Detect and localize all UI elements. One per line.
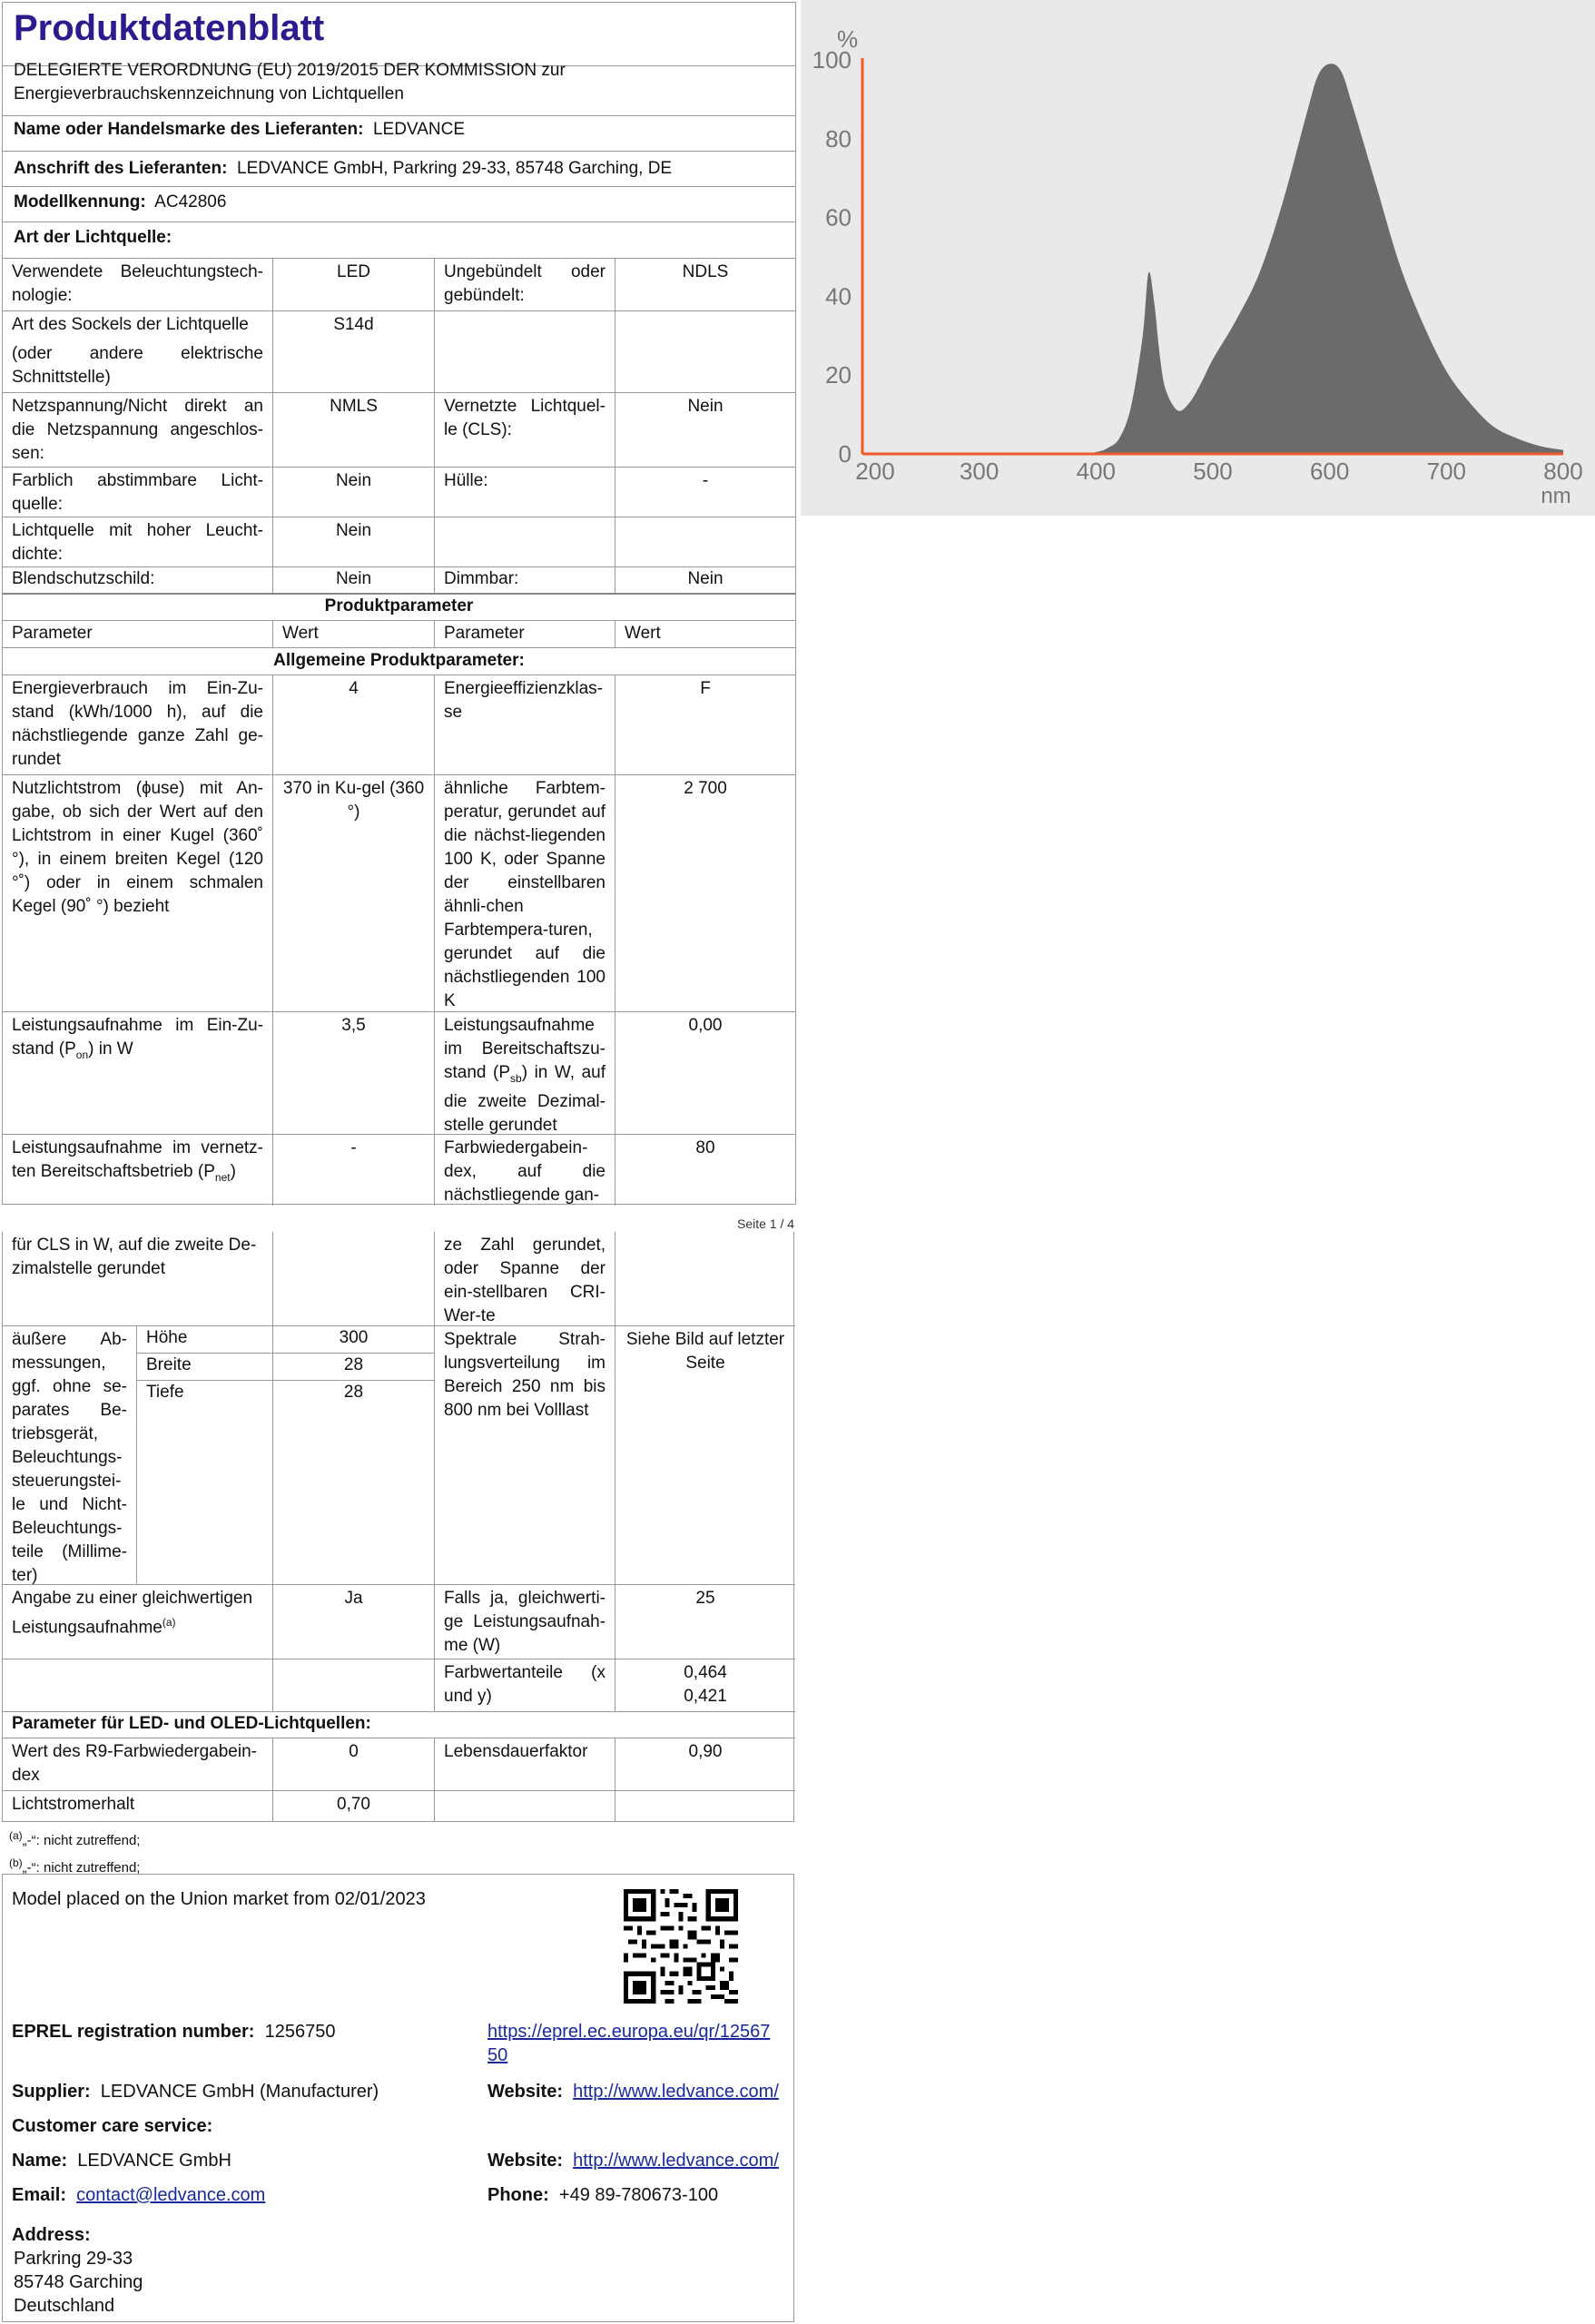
market-info-block	[2, 1874, 794, 2322]
chromaticity-row	[3, 1659, 795, 1712]
x-tick-label: 800	[1543, 458, 1583, 485]
type-value: NDLS	[682, 262, 729, 281]
survival-factor-value: 0,90	[688, 1742, 723, 1761]
param-label: Energieeffizienzklas-se	[435, 675, 615, 774]
x-tick-label: 300	[959, 458, 999, 485]
x-tick-label: 600	[1309, 458, 1350, 485]
type-label	[435, 517, 615, 566]
dimension-value: 300	[273, 1326, 435, 1353]
col-value-header: Wert	[273, 621, 435, 647]
led-params-heading	[3, 1712, 795, 1738]
led-params-heading-text: Parameter für LED- und OLED-Lichtquellen:	[12, 1714, 371, 1733]
type-label	[3, 311, 273, 392]
r9-value: 0	[273, 1738, 435, 1790]
x-tick-label: 500	[1193, 458, 1233, 485]
type-label: Lichtquelle mit hoher Leucht-dichte:	[3, 517, 273, 566]
param-row	[3, 775, 795, 1012]
model-label: Modellkennung:	[14, 192, 146, 212]
email-label: Email:	[12, 2185, 67, 2205]
param-value: 370 in Ku-gel (360 °)	[273, 775, 435, 1011]
supplier-address-value: LEDVANCE GmbH, Parkring 29-33, 85748 Garching, DE	[237, 159, 673, 178]
r9-label: Wert des R9-Farbwiedergabein-dex	[3, 1738, 273, 1790]
param-value: 3,5	[273, 1012, 435, 1134]
param-label-text: )	[230, 1162, 236, 1181]
type-value: -	[702, 471, 709, 490]
lumen-maintenance-label: Lichtstromerhalt	[3, 1791, 273, 1821]
type-label: Dimmbar:	[435, 567, 615, 593]
equivalent-power-text: Angabe zu einer gleichwertigen Leistungsaufnahme	[12, 1589, 253, 1638]
care-name-line	[12, 2149, 231, 2172]
type-label: Vernetzte Lichtquel-le (CLS):	[435, 393, 615, 467]
email-link[interactable]: contact@ledvance.com	[76, 2185, 266, 2205]
qr-code-icon[interactable]	[624, 1889, 738, 2004]
dimension-row	[137, 1354, 435, 1381]
email-line	[12, 2183, 265, 2207]
param-value-empty	[273, 1232, 435, 1325]
type-label-line: (oder andere elektrische Schnittstelle)	[12, 344, 263, 387]
regulation-text: DELEGIERTE VERORDNUNG (EU) 2019/2015 DER KOMMISSION zur Energieverbrauchskennzeichnung von Lichtquellen	[14, 61, 566, 103]
footnotes	[9, 1825, 140, 1879]
param-label-text: Leistungsaufnahme im vernetz-ten Bereitschaftsbetrieb (P	[12, 1138, 263, 1181]
supplier-label: Supplier:	[12, 2082, 91, 2102]
address-block	[12, 2223, 143, 2318]
type-row	[3, 311, 795, 393]
r9-row	[3, 1738, 795, 1791]
equivalent-power-w-label: Falls ja, gleichwerti-ge Leistungsaufnah-me (W)	[435, 1585, 615, 1659]
param-value: -	[273, 1135, 435, 1206]
param-value: 4	[273, 675, 435, 774]
footnote-text: „-“: nicht zutreffend;	[22, 1833, 141, 1848]
param-label-sub: on	[75, 1048, 89, 1061]
type-row	[3, 259, 795, 311]
type-label: Netzspannung/Nicht direkt an die Netzspannung angeschlos-sen:	[3, 393, 273, 467]
col-value-header: Wert	[625, 624, 661, 643]
equivalent-power-w-value: 25	[695, 1589, 715, 1608]
param-row	[3, 1135, 795, 1206]
dimension-value: 28	[273, 1381, 435, 1585]
param-value-empty	[615, 1232, 795, 1325]
type-value: Nein	[273, 567, 435, 593]
dimension-value: 28	[273, 1354, 435, 1380]
type-value: LED	[273, 259, 435, 310]
params-heading: Produktparameter	[3, 595, 795, 621]
spectral-chart-svg	[801, 0, 1595, 516]
spd-label: Spektrale Strah-lungsverteilung im Bereich 250 nm bis 800 nm bei Volllast	[435, 1326, 615, 1584]
param-value: 2 700	[684, 779, 727, 798]
supplier-line	[12, 2080, 379, 2103]
type-value: Nein	[273, 517, 435, 566]
dimension-key: Breite	[137, 1354, 273, 1380]
datasheet-page-2	[2, 1232, 794, 1822]
type-row	[3, 567, 795, 595]
eprel-link[interactable]: https://eprel.ec.europa.eu/qr/1256750	[487, 2022, 771, 2065]
type-label-line: Art des Sockels der Lichtquelle	[12, 315, 249, 334]
footnote-text: „-“: nicht zutreffend;	[22, 1860, 141, 1876]
phone-line	[487, 2183, 718, 2207]
dimension-row	[137, 1381, 435, 1585]
supplier-address-row	[3, 152, 795, 187]
param-label-sub: sb	[510, 1071, 522, 1085]
type-value: NMLS	[273, 393, 435, 467]
param-row	[3, 1012, 795, 1135]
chromaticity-label: Farbwertanteile (x und y)	[435, 1659, 615, 1711]
dimensions-table	[137, 1326, 435, 1584]
empty-cell	[3, 1659, 273, 1711]
spd-value: Siehe Bild auf letzter Seite	[625, 1330, 785, 1373]
spectrum-area	[862, 64, 1563, 454]
footnote-ref: (a)	[162, 1616, 176, 1629]
supplier-name-value: LEDVANCE	[372, 120, 465, 139]
equivalent-power-row	[3, 1585, 795, 1659]
type-label: Hülle:	[435, 468, 615, 517]
y-tick-label: 100	[812, 46, 852, 74]
light-source-type-row	[3, 222, 795, 259]
param-label: Farbwiedergabein-dex, auf die nächstliegende gan-	[435, 1135, 615, 1206]
footnote-a	[9, 1825, 140, 1852]
website-line	[487, 2080, 779, 2103]
type-value: Nein	[687, 569, 724, 588]
empty-cell	[435, 1791, 615, 1821]
survival-factor-label: Lebensdauerfaktor	[435, 1738, 615, 1790]
x-tick-labels	[855, 458, 1582, 485]
eprel-label: EPREL registration number:	[12, 2022, 255, 2042]
param-label: Energieverbrauch im Ein-Zu-stand (kWh/1000 h), auf die nächstliegende ganze Zahl ge-rundet	[3, 675, 273, 774]
param-value: F	[700, 679, 711, 698]
customer-care-label: Customer care service:	[12, 2116, 213, 2136]
param-label-text: Leistungsaufnahme im Bereitschaftszu-stand (P	[444, 1016, 606, 1082]
care-website-line	[487, 2149, 779, 2172]
model-row	[3, 187, 795, 222]
param-value: 0,00	[688, 1016, 723, 1035]
param-label: ähnliche Farbtem-peratur, gerundet auf die nächst-liegenden 100 K, oder Spanne der einstellbaren ähnli-chen Farbtempera-turen, gerundet auf die nächstliegenden 100 K	[435, 775, 615, 1011]
market-placement-date: Model placed on the Union market from 02/01/2023	[12, 1889, 426, 1909]
x-tick-label: 400	[1076, 458, 1117, 485]
eprel-link-wrapper	[487, 2020, 778, 2067]
param-label	[3, 1135, 273, 1206]
empty-cell	[273, 1659, 435, 1711]
eprel-line	[12, 2020, 335, 2043]
param-label-text: ) in W	[88, 1039, 133, 1059]
param-label	[435, 1012, 615, 1134]
care-name-label: Name:	[12, 2151, 68, 2171]
supplier-value: LEDVANCE GmbH (Manufacturer)	[100, 2082, 379, 2102]
dimensions-label: äußere Ab-messungen, ggf. ohne se-parates Be-triebsgerät, Beleuchtungs-steuerungstei-le und Nicht-Beleuchtungs-teile (Millime-ter)	[3, 1326, 137, 1584]
type-row	[3, 393, 795, 468]
dimension-row	[137, 1326, 435, 1354]
dimension-key: Höhe	[137, 1326, 273, 1353]
equivalent-power-label	[3, 1585, 273, 1659]
x-tick-label: 200	[855, 458, 895, 485]
website-label: Website:	[487, 2082, 563, 2102]
supplier-name-row	[3, 116, 795, 152]
type-label: Verwendete Beleuchtungstech-nologie:	[3, 259, 273, 310]
param-label-sub: net	[214, 1170, 231, 1184]
chromaticity-x: 0,464	[684, 1663, 727, 1682]
address-line: 85748 Garching	[14, 2272, 143, 2292]
y-tick-label: 0	[838, 440, 852, 468]
care-website-link[interactable]: http://www.ledvance.com/	[573, 2151, 779, 2171]
param-row	[3, 675, 795, 775]
dimensions-row	[3, 1326, 795, 1585]
x-tick-label: 700	[1426, 458, 1467, 485]
supplier-address-label: Anschrift des Lieferanten:	[14, 159, 228, 178]
website-link[interactable]: http://www.ledvance.com/	[573, 2082, 779, 2102]
type-label: Blendschutzschild:	[3, 567, 273, 593]
y-tick-label: 80	[825, 124, 852, 153]
address-line: Deutschland	[14, 2296, 115, 2316]
model-value: AC42806	[154, 192, 227, 212]
supplier-name-label: Name oder Handelsmarke des Lieferanten:	[14, 120, 364, 139]
dimension-key: Tiefe	[137, 1381, 273, 1585]
y-tick-label: 40	[825, 282, 852, 310]
params-header-row	[3, 621, 795, 648]
spectrum-area-group	[862, 64, 1563, 454]
header-block	[3, 3, 795, 103]
chromaticity-y: 0,421	[684, 1687, 727, 1706]
page-number: Seite 1 / 4	[737, 1216, 795, 1231]
datasheet-page-1	[2, 2, 796, 1205]
address-label: Address:	[12, 2225, 91, 2245]
chromaticity-value	[615, 1659, 795, 1711]
type-value: S14d	[273, 311, 435, 392]
param-label-text: ) in W, auf die zweite Dezimal-stelle gerundet	[444, 1063, 606, 1134]
type-value: Nein	[273, 468, 435, 517]
light-source-type-label: Art der Lichtquelle:	[14, 228, 172, 247]
phone-label: Phone:	[487, 2185, 549, 2205]
lumen-maintenance-row	[3, 1791, 795, 1821]
param-label: Nutzlichtstrom (ɸuse) mit An-gabe, ob sich der Wert auf den Lichtstrom in einer Kugel (360˚ °), in einem breiten Kegel (120 °˚) oder in einem schmalen Kegel (90˚ °) bezieht	[3, 775, 273, 1011]
y-tick-label: 20	[825, 361, 852, 389]
type-row	[3, 517, 795, 567]
param-row-continued	[3, 1232, 795, 1326]
equivalent-power-value: Ja	[273, 1585, 435, 1659]
col-param-header: Parameter	[435, 621, 615, 647]
type-label: Ungebündelt oder gebündelt:	[435, 259, 615, 310]
spectral-distribution-chart	[801, 0, 1595, 516]
param-label-text: Leistungsaufnahme im Ein-Zu-stand (P	[12, 1016, 263, 1059]
param-label	[3, 1012, 273, 1134]
lumen-maintenance-value: 0,70	[273, 1791, 435, 1821]
type-value: Nein	[687, 397, 724, 416]
address-line: Parkring 29-33	[14, 2249, 133, 2269]
care-name-value: LEDVANCE GmbH	[77, 2151, 231, 2171]
type-label	[435, 311, 615, 392]
footnote-mark: (b)	[9, 1856, 23, 1869]
page-title: Produktdatenblatt	[14, 8, 325, 48]
y-tick-labels	[812, 46, 852, 468]
eprel-value: 1256750	[264, 2022, 336, 2042]
type-value	[615, 311, 795, 392]
general-params-heading: Allgemeine Produktparameter:	[3, 648, 795, 675]
x-axis-label: nm	[1541, 484, 1571, 508]
footnote-mark: (a)	[9, 1829, 23, 1842]
param-label: ze Zahl gerundet, oder Spanne der ein-stellbaren CRI-Wer-te	[435, 1232, 615, 1325]
empty-cell	[615, 1791, 795, 1821]
y-axis-label: %	[837, 25, 859, 53]
col-param-header: Parameter	[3, 621, 273, 647]
param-label: für CLS in W, auf die zweite De-zimalstelle gerundet	[3, 1232, 273, 1325]
type-value	[615, 517, 795, 566]
type-row	[3, 468, 795, 517]
param-value: 80	[695, 1138, 715, 1157]
type-label: Farblich abstimmbare Licht-quelle:	[3, 468, 273, 517]
qr-code-svg	[624, 1889, 738, 2004]
phone-value: +49 89-780673-100	[558, 2185, 719, 2205]
care-website-label: Website:	[487, 2151, 563, 2171]
y-tick-label: 60	[825, 203, 852, 231]
customer-care-heading	[12, 2114, 212, 2138]
